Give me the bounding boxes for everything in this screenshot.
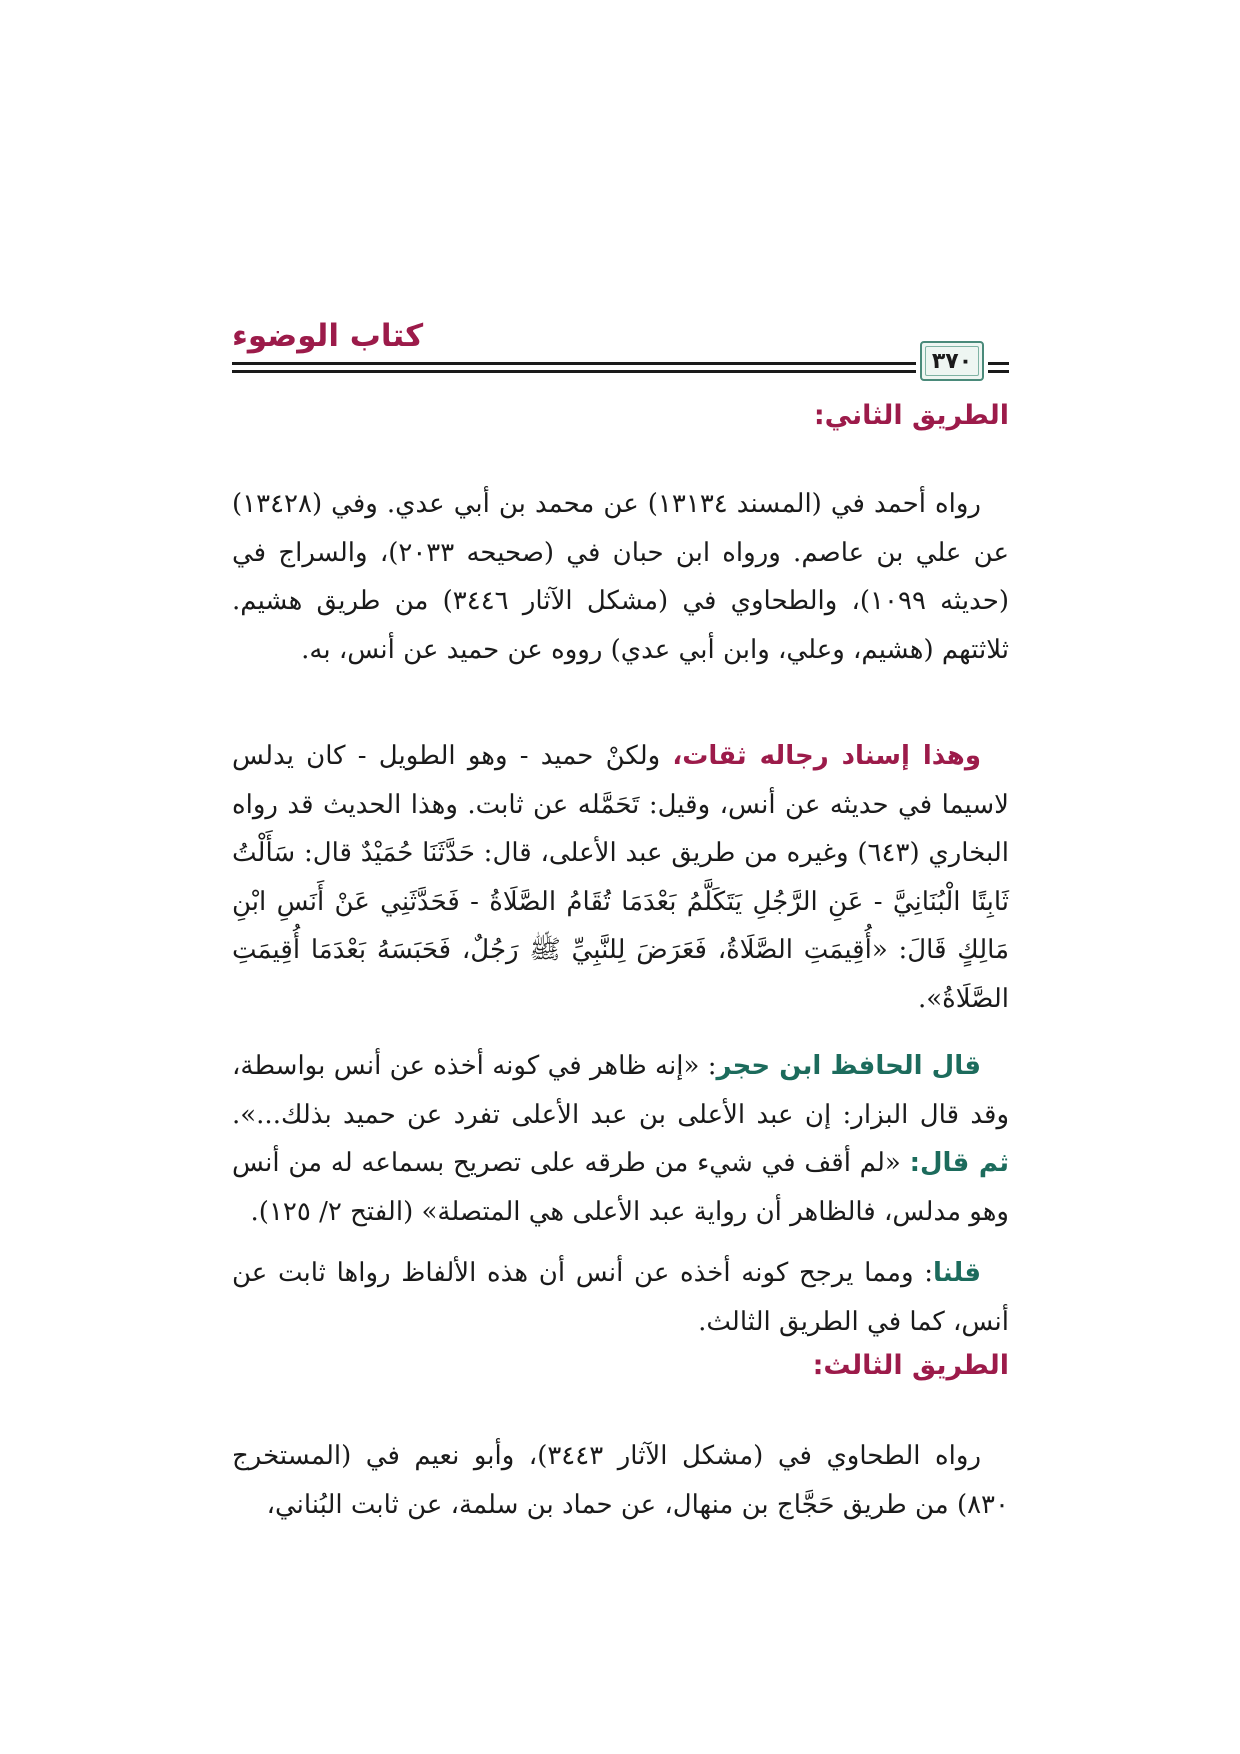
page-header (232, 318, 1009, 388)
highlight-then-said: ثم قال: (909, 1148, 1009, 1178)
highlight-sanad-statement: وهذا إسناد رجاله ثقات، (672, 741, 981, 771)
page-number-badge (920, 341, 984, 381)
paragraph-1: رواه أحمد في (المسند ١٣١٣٤) عن محمد بن أبي عدي. وفي (١٣٤٢٨) عن علي بن عاصم. ورواه ابن حبان في (صحيحه ٢٠٣٣)، والسراج في (حديثه ١٠٩٩)، والطحاوي في (مشكل الآثار ٣٤٤٦) من طريق هشيم. ثلاثتهم (هشيم، وعلي، وابن أبي عدي) رووه عن حميد عن أنس، به. (232, 489, 1010, 665)
paragraph-4-text: : ومما يرجح كونه أخذه عن أنس أن هذه الألفاظ رواها ثابت عن أنس، كما في الطريق الثالث. (232, 1258, 1009, 1337)
paragraph-5: رواه الطحاوي في (مشكل الآثار ٣٤٤٣)، وأبو نعيم في (المستخرج ٨٣٠) من طريق حَجَّاج بن منهال، عن حماد بن سلمة، عن ثابت البُناني، (232, 1441, 1009, 1520)
paragraph-4 (232, 1249, 1009, 1346)
page-number: ٣٧٠ (931, 348, 973, 374)
paragraph-2-text: ولكنْ حميد - وهو الطويل - كان يدلس لاسيما في حديثه عن أنس، وقيل: تَحَمَّله عن ثابت. وهذا الحديث قد رواه البخاري (٦٤٣) وغيره من طريق عبد الأعلى، قال: حَدَّثَنَا حُمَيْدٌ قال: سَأَلْتُ ثَابِتًا الْبُنَانِيَّ - عَنِ الرَّجُلِ يَتَكَلَّمُ بَعْدَمَا تُقَامُ الصَّلَاةُ - فَحَدَّثَنِي عَنْ أَنَسِ ابْنِ مَالِكٍ قَالَ: «أُقِيمَتِ الصَّلَاةُ، فَعَرَضَ لِلنَّبِيِّ ﷺ رَجُلٌ، فَحَبَسَهُ بَعْدَمَا أُقِيمَتِ الصَّلَاةُ». (232, 741, 1009, 1014)
header-rule (232, 370, 916, 373)
section-heading-third-path: الطريق الثالث: (812, 1350, 1009, 1381)
section-heading-second-path: الطريق الثاني: (813, 400, 1009, 431)
paragraph-3 (232, 1042, 1009, 1236)
header-rule (988, 370, 1009, 373)
paragraph-3-text-a: : «إنه ظاهر في كونه أخذه عن أنس بواسطة، وقد قال البزار: إن عبد الأعلى بن عبد الأعلى تفرد عن حميد بذلك...». (232, 1051, 1009, 1130)
header-rule (232, 362, 916, 365)
highlight-ibn-hajar: قال الحافظ ابن حجر (716, 1051, 981, 1081)
header-rule (988, 362, 1009, 365)
book-title: كتاب الوضوء (232, 318, 424, 354)
highlight-we-said: قلنا (932, 1258, 981, 1288)
paragraph-3-text-b: «لم أقف في شيء من طرقه على تصريح بسماعه له من أنس وهو مدلس، فالظاهر أن رواية عبد الأعلى هي المتصلة» (الفتح ٢/ ١٢٥). (232, 1148, 1009, 1227)
paragraph-2 (232, 732, 1009, 1023)
